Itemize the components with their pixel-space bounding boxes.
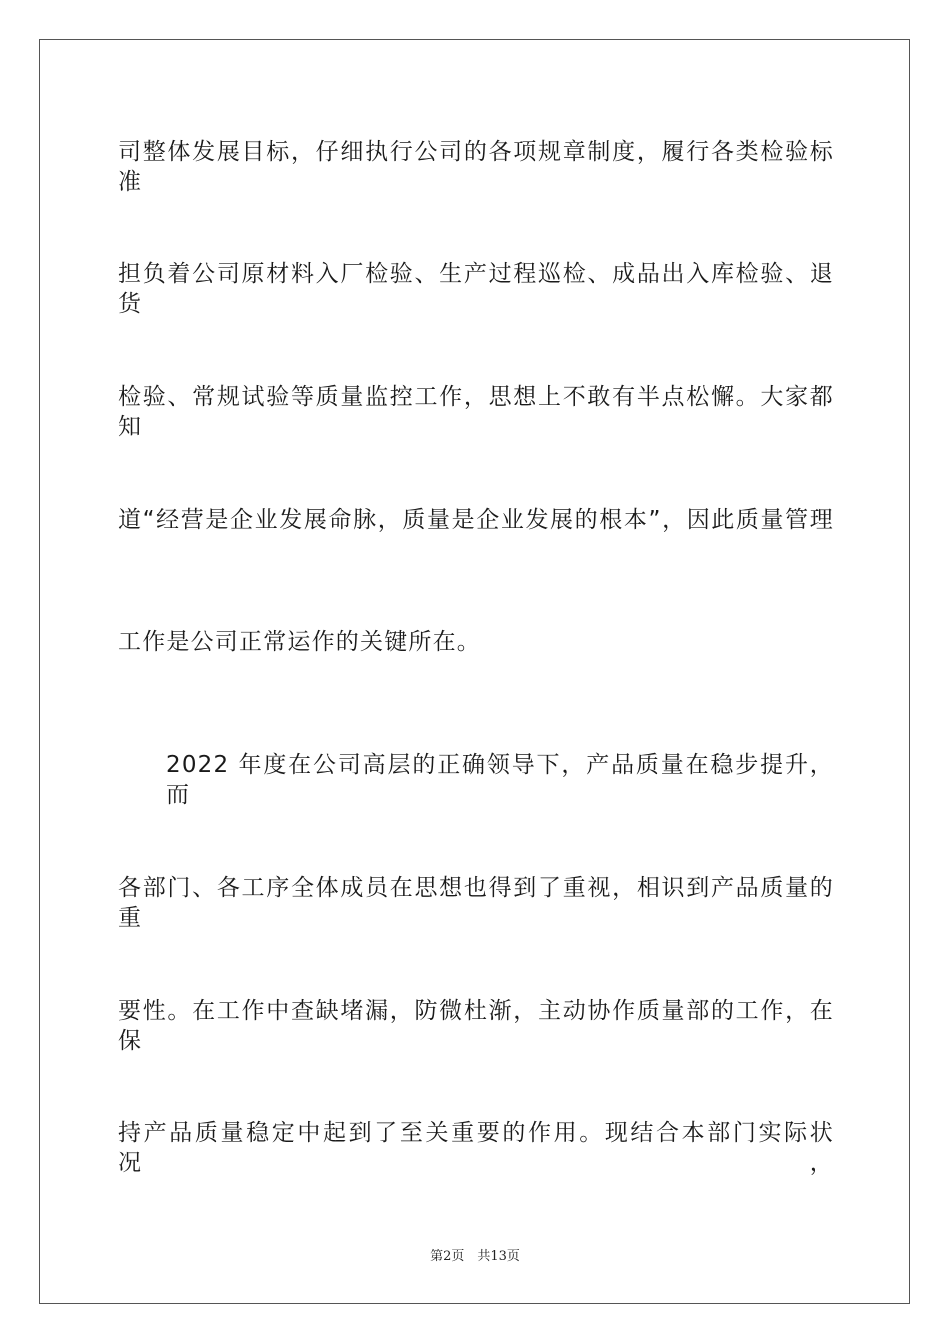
page-number-footer: 第2页 共13页 [430,1249,520,1264]
text-line-7: 各部门、各工序全体成员在思想也得到了重视，相识到产品质量的重 [118,875,834,931]
text-line-8: 要性。在工作中查缺堵漏，防微杜渐，主动协作质量部的工作，在保 [118,998,834,1054]
text-line-5: 工作是公司正常运作的关键所在。 [118,629,481,655]
text-line-2: 担负着公司原材料入厂检验、生产过程巡检、成品出入库检验、退货 [118,261,834,317]
text-line-3: 检验、常规试验等质量监控工作，思想上不敢有半点松懈。大家都知 [118,384,834,440]
text-line-4: 道“经营是企业发展命脉，质量是企业发展的根本”，因此质量管理 [118,507,834,533]
text-line-1: 司整体发展目标，仔细执行公司的各项规章制度，履行各类检验标准 [118,139,834,195]
text-line-9: 持产品质量稳定中起到了至关重要的作用。现结合本部门实际状况， [118,1120,834,1176]
paragraph-2-first-line: 2022 年度在公司高层的正确领导下，产品质量在稳步提升，而 [166,752,834,808]
page-border [39,39,910,1304]
